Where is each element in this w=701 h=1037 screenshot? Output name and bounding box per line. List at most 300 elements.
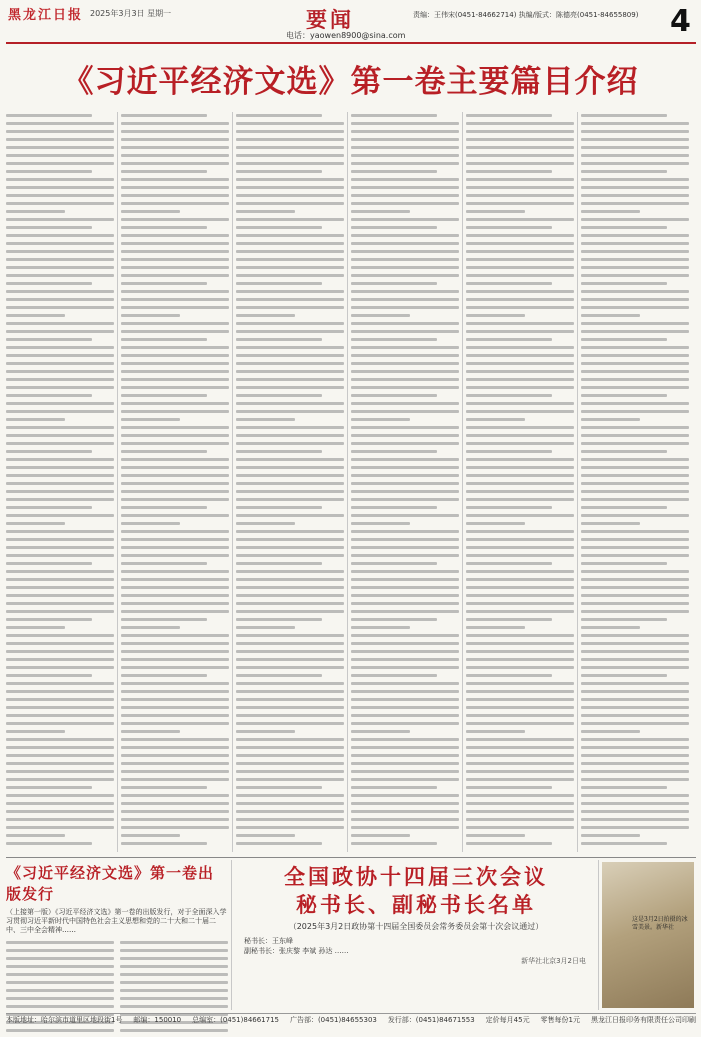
text-line — [581, 730, 640, 733]
text-line — [6, 690, 114, 693]
text-line — [236, 578, 344, 581]
text-line — [466, 802, 574, 805]
text-line — [6, 730, 65, 733]
text-line — [120, 997, 228, 1000]
text-line — [466, 530, 574, 533]
text-line — [236, 282, 322, 285]
text-line — [6, 965, 114, 968]
text-line — [121, 226, 207, 229]
text-line — [581, 130, 689, 133]
text-line — [236, 458, 344, 461]
text-line — [581, 314, 640, 317]
text-line — [581, 810, 689, 813]
text-line — [236, 274, 344, 277]
text-line — [351, 434, 459, 437]
text-line — [6, 498, 114, 501]
text-line — [466, 602, 574, 605]
text-line — [351, 594, 459, 597]
text-line — [121, 146, 229, 149]
text-line — [351, 394, 437, 397]
text-line — [236, 634, 344, 637]
text-line — [581, 402, 689, 405]
text-line — [121, 450, 207, 453]
text-line — [466, 794, 574, 797]
text-line — [466, 258, 574, 261]
text-line — [6, 378, 114, 381]
text-line — [351, 242, 459, 245]
text-line — [466, 402, 574, 405]
text-line — [351, 314, 410, 317]
text-line — [466, 818, 574, 821]
text-line — [581, 578, 689, 581]
text-line — [6, 362, 114, 365]
text-line — [466, 538, 574, 541]
text-line — [351, 266, 459, 269]
text-line — [236, 626, 295, 629]
text-line — [6, 226, 92, 229]
text-line — [581, 202, 689, 205]
text-line — [581, 266, 689, 269]
text-line — [466, 754, 574, 757]
text-line — [466, 218, 574, 221]
text-line — [121, 746, 229, 749]
text-line — [581, 482, 689, 485]
text-line — [466, 266, 574, 269]
text-line — [466, 202, 574, 205]
text-line — [121, 370, 229, 373]
text-line — [236, 346, 344, 349]
text-line — [236, 394, 322, 397]
text-line — [6, 746, 114, 749]
text-line — [466, 778, 574, 781]
text-line — [581, 330, 689, 333]
text-line — [466, 194, 574, 197]
text-line — [351, 402, 459, 405]
text-line — [351, 370, 459, 373]
text-line — [121, 770, 229, 773]
text-line — [236, 730, 295, 733]
text-line — [6, 674, 92, 677]
text-line — [351, 506, 437, 509]
text-line — [6, 442, 114, 445]
text-line — [466, 834, 525, 837]
text-line — [351, 218, 459, 221]
text-line — [6, 842, 92, 845]
text-line — [581, 146, 689, 149]
text-line — [581, 554, 689, 557]
footer-ad: 广告部：(0451)84655303 — [289, 1016, 377, 1024]
text-line — [351, 714, 459, 717]
text-line — [6, 810, 114, 813]
text-line — [236, 522, 295, 525]
text-line — [236, 554, 344, 557]
text-line — [121, 466, 229, 469]
text-line — [121, 298, 229, 301]
text-line — [581, 250, 689, 253]
text-line — [351, 650, 459, 653]
text-line — [351, 130, 459, 133]
text-line — [466, 498, 574, 501]
text-line — [6, 354, 114, 357]
text-line — [351, 234, 459, 237]
text-line — [236, 610, 344, 613]
text-line — [6, 434, 114, 437]
footer-issue: 发行部：(0451)84671553 — [387, 1016, 475, 1024]
text-line — [236, 762, 344, 765]
text-line — [121, 522, 180, 525]
text-line — [6, 981, 114, 984]
text-line — [120, 981, 228, 984]
text-line — [466, 450, 552, 453]
text-line — [121, 738, 229, 741]
text-line — [466, 522, 525, 525]
text-line — [581, 290, 689, 293]
text-line — [581, 442, 689, 445]
text-line — [466, 298, 574, 301]
text-line — [6, 146, 114, 149]
text-line — [121, 306, 229, 309]
text-line — [581, 738, 689, 741]
text-line — [6, 370, 114, 373]
text-line — [466, 842, 552, 845]
text-line — [466, 138, 574, 141]
text-line — [6, 522, 65, 525]
text-line — [466, 810, 574, 813]
text-line — [581, 586, 689, 589]
winter-landscape-photo — [602, 862, 694, 1008]
text-line — [581, 490, 689, 493]
text-line — [466, 746, 574, 749]
text-line — [581, 298, 689, 301]
text-line — [581, 282, 667, 285]
text-line — [6, 426, 114, 429]
text-line — [581, 818, 689, 821]
text-line — [6, 178, 114, 181]
text-line — [351, 706, 459, 709]
text-line — [6, 394, 92, 397]
text-line — [6, 274, 114, 277]
text-line — [121, 538, 229, 541]
text-line — [581, 570, 689, 573]
text-line — [236, 538, 344, 541]
text-line — [236, 690, 344, 693]
text-line — [121, 234, 229, 237]
text-line — [236, 466, 344, 469]
text-line — [581, 722, 689, 725]
text-line — [466, 114, 552, 117]
column-divider — [117, 112, 118, 852]
text-line — [6, 770, 114, 773]
text-line — [581, 474, 689, 477]
text-line — [6, 957, 114, 960]
text-line — [466, 434, 574, 437]
text-line — [351, 514, 459, 517]
text-line — [466, 474, 574, 477]
text-line — [6, 314, 65, 317]
text-line — [121, 242, 229, 245]
text-line — [6, 997, 114, 1000]
text-line — [351, 226, 437, 229]
text-line — [351, 834, 410, 837]
text-line — [121, 434, 229, 437]
text-line — [236, 650, 344, 653]
text-line — [466, 378, 574, 381]
text-line — [121, 778, 229, 781]
text-line — [236, 546, 344, 549]
text-line — [466, 346, 574, 349]
text-line — [121, 426, 229, 429]
text-line — [121, 834, 180, 837]
text-line — [236, 138, 344, 141]
text-line — [236, 226, 322, 229]
text-line — [351, 538, 459, 541]
text-line — [236, 378, 344, 381]
masthead-rule — [6, 42, 696, 44]
text-line — [121, 826, 229, 829]
text-line — [351, 498, 459, 501]
text-line — [466, 490, 574, 493]
text-column — [351, 110, 459, 855]
text-line — [6, 826, 114, 829]
text-line — [236, 418, 295, 421]
text-line — [121, 122, 229, 125]
text-line — [581, 594, 689, 597]
text-line — [236, 242, 344, 245]
text-line — [6, 506, 92, 509]
text-line — [6, 482, 114, 485]
text-line — [236, 514, 344, 517]
footer-retail: 零售每份1元 — [540, 1016, 581, 1024]
text-line — [120, 989, 228, 992]
text-line — [121, 794, 229, 797]
photo-caption: 这是3月2日拍摄的冰雪美景。新华社 — [632, 916, 688, 931]
text-line — [236, 402, 344, 405]
text-line — [121, 722, 229, 725]
text-line — [351, 586, 459, 589]
text-line — [351, 250, 459, 253]
text-line — [351, 274, 459, 277]
text-line — [236, 594, 344, 597]
text-line — [466, 418, 525, 421]
text-line — [121, 730, 180, 733]
text-line — [6, 706, 114, 709]
text-line — [236, 706, 344, 709]
text-line — [581, 642, 689, 645]
text-line — [466, 410, 574, 413]
text-line — [236, 250, 344, 253]
contact-email: 电话：yaowen8900@sina.com — [286, 31, 406, 40]
text-line — [466, 570, 574, 573]
text-line — [236, 698, 344, 701]
text-line — [6, 194, 114, 197]
footer-postcode: 邮编：150010 — [133, 1016, 182, 1024]
text-line — [121, 114, 207, 117]
text-line — [351, 522, 410, 525]
text-line — [351, 378, 459, 381]
text-line — [121, 802, 229, 805]
text-line — [581, 154, 689, 157]
text-line — [581, 802, 689, 805]
text-line — [581, 834, 640, 837]
text-line — [120, 973, 228, 976]
text-line — [466, 186, 574, 189]
text-line — [351, 618, 437, 621]
section-title: 要闻 — [306, 7, 354, 32]
text-line — [236, 770, 344, 773]
text-line — [121, 578, 229, 581]
text-line — [581, 426, 689, 429]
text-column — [6, 110, 114, 855]
text-line — [581, 322, 689, 325]
text-line — [6, 1005, 114, 1008]
footer-phone: 总编室：(0451)84661715 — [192, 1016, 279, 1024]
text-line — [351, 194, 459, 197]
text-line — [236, 122, 344, 125]
text-line — [121, 314, 180, 317]
text-line — [121, 674, 207, 677]
book-release-title: 《习近平经济文选》第一卷出版发行 — [6, 864, 215, 903]
text-line — [466, 610, 574, 613]
text-line — [236, 826, 344, 829]
column-divider — [577, 112, 578, 852]
text-line — [466, 122, 574, 125]
text-line — [6, 941, 114, 944]
text-line — [581, 514, 689, 517]
text-line — [351, 466, 459, 469]
text-line — [581, 346, 689, 349]
text-line — [466, 130, 574, 133]
text-line — [351, 114, 437, 117]
text-line — [466, 546, 574, 549]
text-line — [121, 258, 229, 261]
text-line — [121, 818, 229, 821]
text-line — [236, 794, 344, 797]
text-line — [351, 362, 459, 365]
column-divider — [231, 860, 232, 1010]
text-line — [6, 818, 114, 821]
text-line — [121, 178, 229, 181]
text-line — [351, 418, 410, 421]
text-line — [581, 138, 689, 141]
text-line — [121, 570, 229, 573]
text-line — [6, 250, 114, 253]
text-line — [121, 266, 229, 269]
text-line — [581, 354, 689, 357]
text-line — [236, 266, 344, 269]
text-line — [466, 306, 574, 309]
text-line — [581, 562, 667, 565]
text-line — [581, 506, 667, 509]
text-line — [351, 818, 459, 821]
text-line — [121, 706, 229, 709]
text-line — [236, 234, 344, 237]
text-line — [121, 410, 229, 413]
text-line — [121, 346, 229, 349]
text-line — [236, 530, 344, 533]
text-line — [581, 826, 689, 829]
text-line — [6, 834, 65, 837]
text-line — [466, 666, 574, 669]
text-line — [121, 138, 229, 141]
text-line — [236, 618, 322, 621]
text-line — [236, 258, 344, 261]
text-line — [121, 594, 229, 597]
text-line — [6, 170, 92, 173]
text-line — [351, 730, 410, 733]
text-line — [6, 1029, 114, 1032]
text-line — [236, 666, 344, 669]
text-line — [236, 642, 344, 645]
text-line — [236, 746, 344, 749]
text-line — [351, 346, 459, 349]
text-line — [236, 362, 344, 365]
column-divider — [347, 112, 348, 852]
page-headline: 《习近平经济文选》第一卷主要篇目介绍 — [62, 64, 639, 100]
text-column — [121, 110, 229, 855]
text-line — [6, 578, 114, 581]
text-line — [351, 754, 459, 757]
text-line — [121, 394, 207, 397]
text-line — [466, 562, 552, 565]
text-line — [236, 114, 322, 117]
text-line — [6, 386, 114, 389]
text-line — [121, 530, 229, 533]
text-line — [6, 586, 114, 589]
text-line — [466, 738, 574, 741]
text-line — [351, 138, 459, 141]
date-line: 2025年3月3日 星期一 — [90, 9, 172, 18]
text-line — [581, 538, 689, 541]
text-line — [6, 698, 114, 701]
text-line — [581, 218, 689, 221]
text-line — [466, 730, 525, 733]
text-line — [581, 714, 689, 717]
text-line — [351, 146, 459, 149]
text-line — [236, 738, 344, 741]
text-line — [466, 514, 574, 517]
text-line — [236, 410, 344, 413]
text-line — [236, 586, 344, 589]
text-line — [581, 786, 667, 789]
text-line — [6, 650, 114, 653]
text-line — [236, 330, 344, 333]
text-line — [351, 354, 459, 357]
text-line — [351, 186, 459, 189]
text-line — [120, 957, 228, 960]
text-line — [351, 666, 459, 669]
text-line — [121, 218, 229, 221]
text-line — [351, 210, 410, 213]
text-line — [6, 778, 114, 781]
text-line — [466, 714, 574, 717]
text-line — [466, 658, 574, 661]
text-line — [6, 602, 114, 605]
text-line — [121, 194, 229, 197]
text-line — [121, 682, 229, 685]
text-line — [581, 706, 689, 709]
text-line — [581, 170, 667, 173]
text-line — [121, 482, 229, 485]
text-line — [466, 290, 574, 293]
text-line — [581, 530, 689, 533]
masthead — [0, 0, 701, 44]
text-line — [351, 322, 459, 325]
text-line — [6, 762, 114, 765]
text-line — [121, 354, 229, 357]
text-line — [6, 186, 114, 189]
text-line — [236, 170, 322, 173]
text-line — [466, 618, 552, 621]
